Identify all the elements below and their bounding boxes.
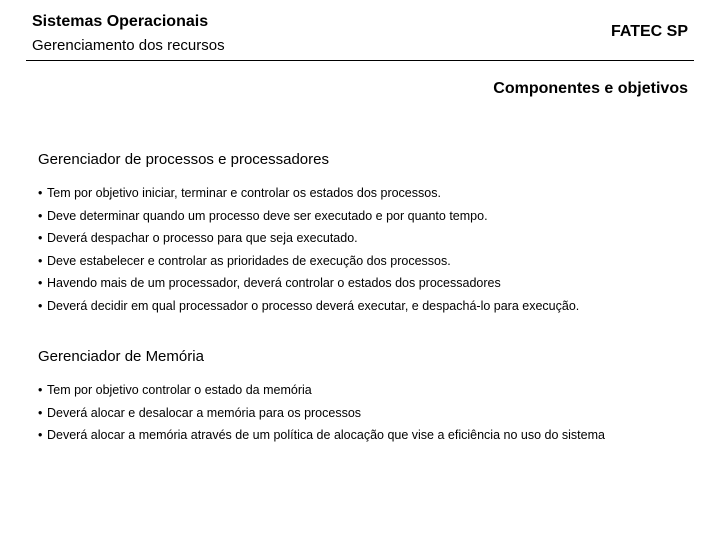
list-item-text: Deverá despachar o processo para que seja executado. (47, 231, 358, 245)
header-org: FATEC SP (610, 23, 688, 40)
list-item (38, 254, 579, 277)
bullet-icon: • (38, 405, 43, 420)
list-item (38, 276, 579, 299)
list-item-text: Deve determinar quando um processo deve ser executado e por quanto tempo. (47, 208, 488, 223)
header-divider (26, 60, 694, 61)
section-heading: Gerenciador de Memória (38, 348, 204, 365)
header-title: Sistemas Operacionais (32, 13, 209, 30)
list-item-text: Deverá alocar a memória através de um política de alocação que vise a eficiência no uso do sistema (47, 428, 605, 442)
section-memory-manager (38, 347, 605, 451)
list-item (38, 209, 579, 232)
list-item-text: Tem por objetivo controlar o estado da memória (47, 383, 312, 397)
bullet-icon: • (38, 208, 43, 223)
list-item-text: Havendo mais de um processador, deverá controlar o estados dos processadores (47, 276, 501, 290)
list-item (38, 299, 579, 322)
list-item-text: Deve estabelecer e controlar as prioridades de execução dos processos. (47, 253, 451, 268)
header-subtitle: Gerenciamento dos recursos (32, 37, 225, 54)
bullet-list (38, 383, 605, 451)
list-item-text: Tem por objetivo iniciar, terminar e controlar os estados dos processos. (47, 186, 441, 200)
list-item-text: Deverá alocar e desalocar a memória para os processos (47, 405, 362, 420)
bullet-icon: • (38, 276, 43, 290)
list-item (38, 186, 579, 209)
bullet-list (38, 186, 579, 321)
slide-title: Componentes e objetivos (493, 80, 688, 97)
section-process-manager (38, 150, 579, 321)
bullet-icon: • (38, 186, 43, 200)
list-item (38, 428, 605, 451)
bullet-icon: • (38, 231, 43, 245)
bullet-icon: • (38, 253, 43, 268)
list-item (38, 231, 579, 254)
section-heading: Gerenciador de processos e processadores (38, 151, 329, 168)
list-item-text: Deverá decidir em qual processador o processo deverá executar, e despachá-lo para execução. (47, 298, 580, 313)
bullet-icon: • (38, 383, 43, 397)
bullet-icon: • (38, 298, 43, 313)
list-item (38, 406, 605, 429)
list-item (38, 383, 605, 406)
bullet-icon: • (38, 428, 43, 442)
